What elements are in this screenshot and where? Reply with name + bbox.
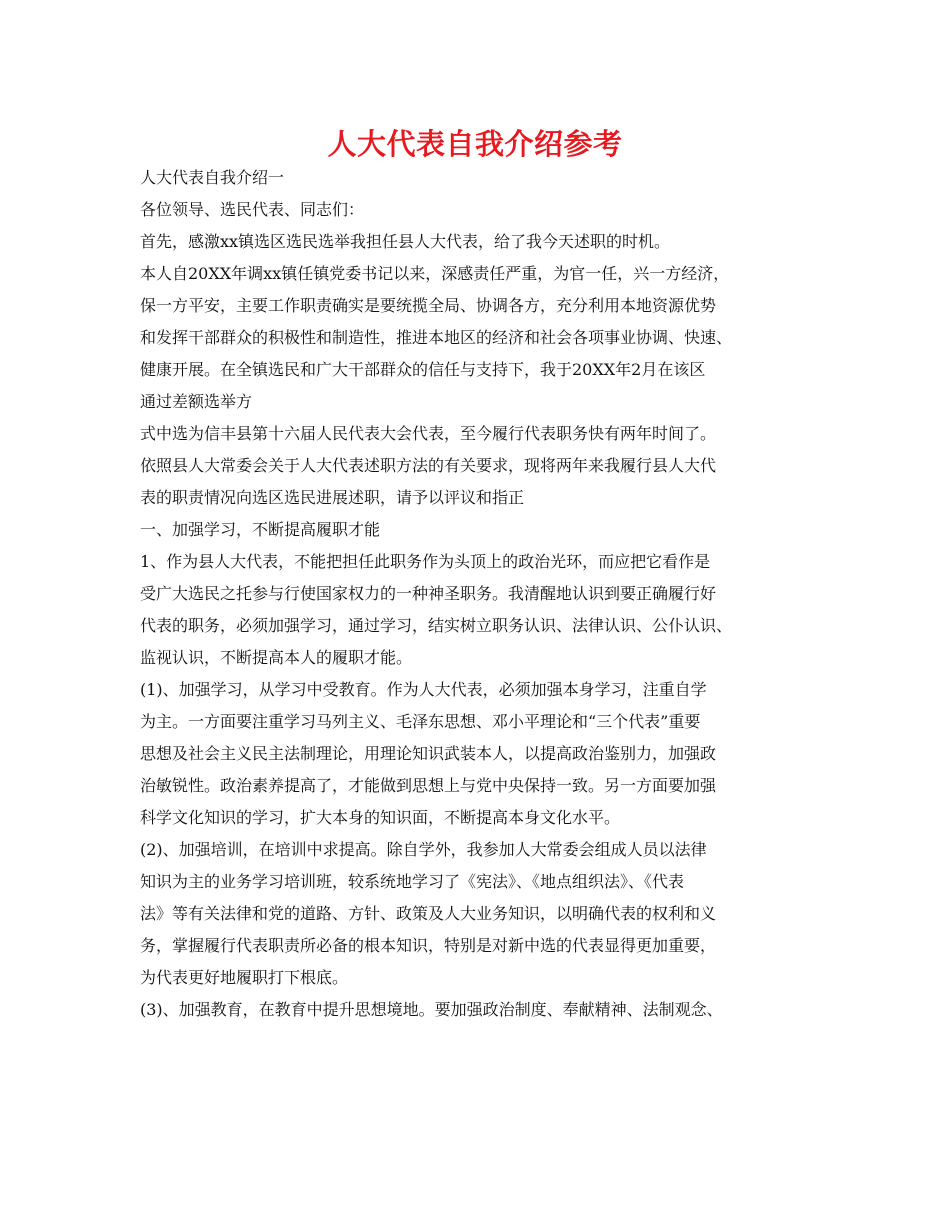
paragraph-line: 科学文化知识的学习，扩大本身的知识面，不断提高本身文化水平。 [140, 808, 621, 827]
paragraph-line: 务，掌握履行代表职责所必备的根本知识，特别是对新中选的代表显得更加重要， [140, 936, 717, 955]
paragraph-line: 保一方平安，主要工作职责确实是要统揽全局、协调各方，充分利用本地资源优势 [140, 296, 717, 315]
paragraph-line: 监视认识，不断提高本人的履职才能。 [140, 648, 413, 667]
paragraph-line: 通过差额选举方 [140, 392, 253, 411]
paragraph-line: 首先，感激xx镇选区选民选举我担任县人大代表，给了我今天述职的时机。 [140, 232, 671, 251]
paragraph-line: 健康开展。在全镇选民和广大干部群众的信任与支持下，我于20XX年2月在该区 [140, 360, 706, 379]
paragraph-line: (3)、加强教育，在教育中提升思想境地。要加强政治制度、奉献精神、法制观念、 [140, 1000, 723, 1019]
paragraph-line: 表的职责情况向选区选民进展述职，请予以评议和指正 [140, 488, 525, 507]
paragraph-line: 人大代表自我介绍一 [140, 168, 285, 187]
section-heading: 一、加强学习，不断提高履职才能 [140, 520, 381, 539]
paragraph-line: 和发挥干部群众的积极性和制造性，推进本地区的经济和社会各项事业协调、快速、 [140, 328, 733, 347]
paragraph-line: 法》等有关法律和党的道路、方针、政策及人大业务知识，以明确代表的权利和义 [140, 904, 717, 923]
paragraph-line: (1)、加强学习，从学习中受教育。作为人大代表，必须加强本身学习，注重自学 [140, 680, 707, 699]
paragraph-line: 本人自20XX年调xx镇任镇党委书记以来，深感责任严重，为官一任，兴一方经济， [140, 264, 730, 283]
paragraph-line: 1、作为县人大代表，不能把担任此职务作为头顶上的政治光环，而应把它看作是 [140, 552, 711, 571]
paragraph-line: 知识为主的业务学习培训班，较系统地学习了《宪法》、《地点组织法》、《代表 [140, 872, 685, 891]
paragraph-line: (2)、加强培训，在培训中求提高。除自学外，我参加人大常委会组成人员以法律 [140, 840, 707, 859]
paragraph-line: 为主。一方面要注重学习马列主义、毛泽东思想、邓小平理论和“三个代表”重要 [140, 712, 701, 731]
document-title: 人大代表自我介绍参考 [327, 127, 623, 161]
paragraph-line: 治敏锐性。政治素养提高了，才能做到思想上与党中央保持一致。另一方面要加强 [140, 776, 717, 795]
paragraph-line: 代表的职务，必须加强学习，通过学习，结实树立职务认识、法律认识、公仆认识、 [140, 616, 733, 635]
paragraph-line: 受广大选民之托参与行使国家权力的一种神圣职务。我清醒地认识到要正确履行好 [140, 584, 717, 603]
paragraph-line: 各位领导、选民代表、同志们： [140, 200, 365, 219]
paragraph-line: 依照县人大常委会关于人大代表述职方法的有关要求，现将两年来我履行县人大代 [140, 456, 717, 475]
paragraph-line: 为代表更好地履职打下根底。 [140, 968, 349, 987]
paragraph-line: 式中选为信丰县第十六届人民代表大会代表，至今履行代表职务快有两年时间了。 [140, 424, 717, 443]
document-body [140, 162, 840, 1026]
paragraph-line: 思想及社会主义民主法制理论，用理论知识武装本人，以提高政治鉴别力，加强政 [140, 744, 717, 763]
